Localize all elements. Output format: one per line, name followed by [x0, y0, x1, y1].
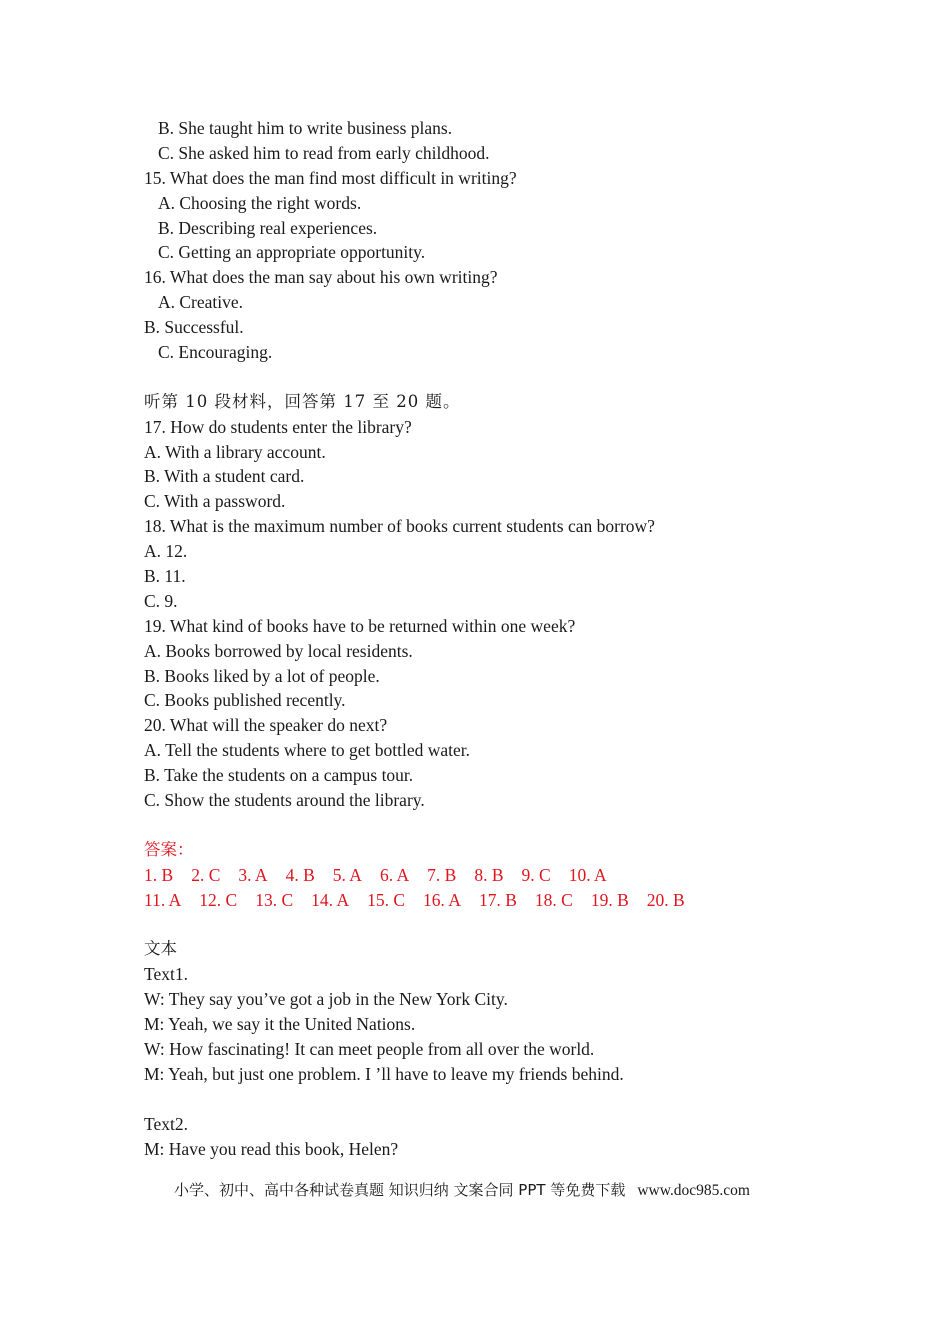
answer-item: 13. C: [255, 889, 294, 910]
question-block-14-16: [144, 116, 844, 365]
text2-title: Text2.: [144, 1113, 188, 1134]
option-16-b: B. Successful.: [144, 317, 244, 338]
section-heading: 听第 10 段材料，回答第 17 至 20 题。: [144, 391, 461, 411]
dialogue-line: M: Yeah, we say it the United Nations.: [144, 1014, 416, 1035]
transcript: [144, 937, 844, 1161]
dialogue-line: M: Have you read this book, Helen?: [144, 1138, 399, 1159]
option-14-c: C. She asked him to read from early childhood.: [158, 142, 490, 163]
answer-item: 19. B: [590, 889, 629, 910]
option-20-c: C. Show the students around the library.: [144, 790, 425, 811]
spacer: [144, 913, 844, 938]
dialogue-line: W: How fascinating! It can meet people from all over the world.: [144, 1038, 595, 1059]
answer-item: 6. A: [379, 864, 410, 885]
footer-text: 小学、初中、高中各种试卷真题 知识归纳 文案合同 PPT 等免费下载: [174, 1181, 626, 1199]
option-16-c: C. Encouraging.: [158, 342, 273, 363]
option-18-b: B. 11.: [144, 566, 186, 587]
option-16-a: A. Creative.: [158, 292, 244, 313]
option-14-b: B. She taught him to write business plans.: [158, 118, 453, 138]
option-15-b: B. Describing real experiences.: [158, 217, 378, 238]
option-15-c: C. Getting an appropriate opportunity.: [158, 242, 426, 263]
answer-item: 8. B: [474, 864, 504, 885]
question-15: 15. What does the man find most difficult in writing?: [144, 167, 517, 188]
answer-item: 2. C: [191, 864, 221, 885]
answer-item: 1. B: [144, 864, 174, 885]
answer-item: 12. C: [199, 889, 238, 910]
answer-heading: 答案：: [144, 839, 194, 859]
answer-item: 16. A: [423, 889, 461, 910]
text1-title: Text1.: [144, 964, 188, 985]
question-20: 20. What will the speaker do next?: [144, 715, 388, 736]
footer-url[interactable]: www.doc985.com: [637, 1182, 750, 1199]
question-19: 19. What kind of books have to be returned within one week?: [144, 615, 576, 636]
spacer: [144, 1087, 844, 1112]
option-19-a: A. Books borrowed by local residents.: [144, 640, 413, 661]
answer-item: 18. C: [534, 889, 573, 910]
spacer: [144, 365, 844, 390]
option-19-c: C. Books published recently.: [144, 690, 346, 711]
page-content: [144, 116, 844, 1161]
option-15-a: A. Choosing the right words.: [158, 192, 362, 213]
answer-item: 20. B: [646, 889, 685, 910]
option-20-a: A. Tell the students where to get bottled water.: [144, 740, 471, 761]
answer-item: 7. B: [427, 864, 457, 885]
question-block-17-20: [144, 415, 844, 813]
question-18: 18. What is the maximum number of books current students can borrow?: [144, 516, 655, 537]
question-16: 16. What does the man say about his own writing?: [144, 267, 498, 288]
option-18-c: C. 9.: [144, 590, 178, 611]
option-19-b: B. Books liked by a lot of people.: [144, 665, 380, 686]
answer-item: 5. A: [332, 864, 362, 885]
answer-item: 11. A: [144, 889, 182, 910]
question-17: 17. How do students enter the library?: [144, 416, 412, 437]
dialogue-line: M: Yeah, but just one problem. I ’ll have to leave my friends behind.: [144, 1063, 624, 1084]
answer-item: 9. C: [521, 864, 551, 885]
answer-item: 4. B: [285, 864, 315, 885]
option-17-a: A. With a library account.: [144, 441, 326, 462]
answer-row-2: [144, 888, 844, 913]
dialogue-line: W: They say you’ve got a job in the New York City.: [144, 989, 508, 1010]
option-17-c: C. With a password.: [144, 491, 286, 512]
option-18-a: A. 12.: [144, 541, 188, 562]
answer-item: 14. A: [311, 889, 350, 910]
answer-item: 17. B: [478, 889, 517, 910]
transcript-heading: 文本: [144, 939, 177, 959]
answer-item: 10. A: [568, 864, 607, 885]
answer-item: 15. C: [367, 889, 406, 910]
answer-key: [144, 838, 844, 913]
spacer: [144, 813, 844, 838]
option-20-b: B. Take the students on a campus tour.: [144, 765, 414, 786]
option-17-b: B. With a student card.: [144, 466, 305, 487]
page-footer: [174, 1180, 750, 1201]
answer-row-1: [144, 863, 844, 888]
answer-item: 3. A: [238, 864, 268, 885]
